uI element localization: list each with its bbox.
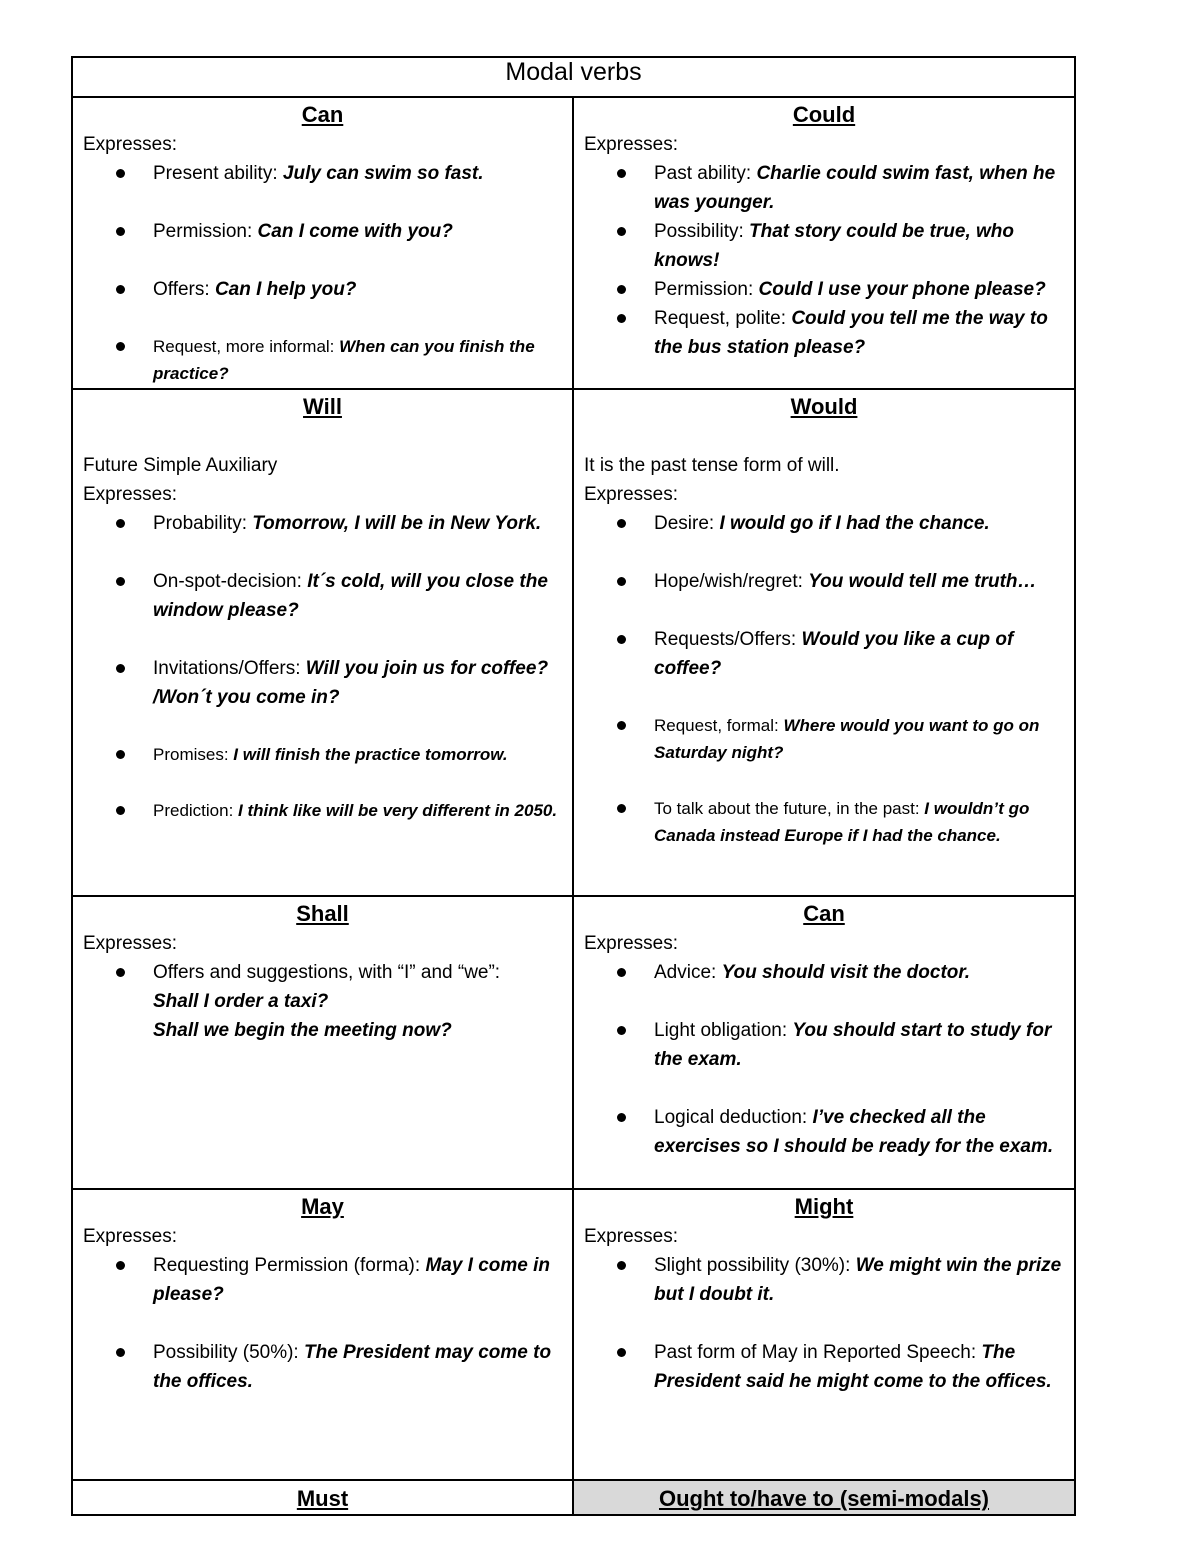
item-example: That story could be true, who knows! (654, 221, 1014, 271)
list-item (654, 304, 1064, 362)
list-item (153, 797, 562, 824)
expresses-label: Expresses: (584, 1226, 678, 1247)
bullet-icon (617, 1026, 626, 1035)
item-example: You should visit the doctor. (721, 962, 971, 983)
bullet-icon (617, 968, 626, 977)
item-label: Possibility (50%): (153, 1342, 304, 1363)
list-item (654, 1338, 1064, 1396)
item-label: Past form of May in Reported Speech: (654, 1342, 982, 1363)
item-example: Would you like a cup of coffee? (654, 629, 1014, 679)
item-example: Will you join us for coffee? /Won´t you come in? (153, 658, 549, 708)
heading-may: May (301, 1194, 344, 1219)
cell-can (72, 97, 573, 389)
item-example: Where would you want to go on Saturday night? (654, 716, 1040, 762)
list-item (654, 509, 1064, 538)
cell-ought (573, 1480, 1075, 1515)
list-item (153, 509, 562, 538)
item-label: Requesting Permission (forma): (153, 1255, 426, 1276)
bullet-icon (617, 1348, 626, 1357)
item-example: Shall I order a taxi? (153, 991, 329, 1012)
bullet-icon (116, 577, 125, 586)
list-item (153, 654, 562, 712)
item-label: Permission: (654, 279, 759, 300)
item-example: I wouldn’t go Canada instead Europe if I had the chance. (654, 799, 1030, 845)
list-item (654, 712, 1064, 766)
item-label: Light obligation: (654, 1020, 793, 1041)
bullet-icon (617, 577, 626, 586)
bullet-icon (617, 169, 626, 178)
item-example: I’ve checked all the exercises so I should be ready for the exam. (654, 1107, 1054, 1157)
heading-can-second: Can (803, 901, 845, 926)
item-example: It´s cold, will you close the window please? (153, 571, 548, 621)
list-item (654, 159, 1064, 217)
modal-verbs-table (71, 56, 1076, 1516)
list-item (654, 1251, 1064, 1309)
item-label: Past ability: (654, 163, 757, 184)
list-item (654, 275, 1064, 304)
spacer (584, 422, 1064, 451)
item-example: I think like will be very different in 2050. (238, 801, 558, 820)
row-must-ought (72, 1480, 1075, 1515)
expresses-label: Expresses: (584, 933, 678, 954)
item-label: Promises: (153, 745, 234, 764)
may-list (83, 1251, 562, 1396)
item-label: Slight possibility (30%): (654, 1255, 856, 1276)
item-label: Advice: (654, 962, 722, 983)
bullet-icon (116, 227, 125, 236)
expresses-label: Expresses: (584, 484, 678, 505)
heading-ought: Ought to/have to (semi-modals) (658, 1486, 990, 1511)
bullet-icon (116, 1348, 125, 1357)
table-title: Modal verbs (72, 57, 1075, 97)
cell-might (573, 1189, 1075, 1480)
could-list (584, 159, 1064, 362)
item-label: Prediction: (153, 801, 239, 820)
item-label: Invitations/Offers: (153, 658, 306, 679)
heading-can: Can (301, 102, 344, 127)
list-item (654, 1016, 1064, 1074)
item-example: Can I come with you? (257, 221, 453, 242)
expresses-label: Expresses: (83, 933, 177, 954)
list-item (153, 958, 562, 1045)
bullet-icon (617, 635, 626, 644)
list-item (153, 217, 562, 246)
cell-could (573, 97, 1075, 389)
item-example: Charlie could swim fast, when he was younger. (654, 163, 1056, 213)
row-can-could (72, 97, 1075, 389)
heading-would: Would (790, 394, 858, 419)
will-intro: Future Simple Auxiliary (83, 455, 278, 476)
item-example: I would go if I had the chance. (719, 513, 990, 534)
item-label: Offers: (153, 279, 215, 300)
heading-could: Could (792, 102, 856, 127)
would-list (584, 509, 1064, 849)
spacer (83, 422, 562, 451)
cell-would (573, 389, 1075, 896)
item-example: Shall we begin the meeting now? (153, 1020, 452, 1041)
bullet-icon (116, 342, 125, 351)
item-example: July can swim so fast. (282, 163, 484, 184)
item-label: Request, formal: (654, 716, 784, 735)
item-label: To talk about the future, in the past: (654, 799, 925, 818)
list-item (153, 159, 562, 188)
item-example: We might win the prize but I doubt it. (654, 1255, 1062, 1305)
item-example: May I come in please? (153, 1255, 551, 1305)
title-row (72, 57, 1075, 97)
item-example: Can I help you? (214, 279, 357, 300)
bullet-icon (116, 285, 125, 294)
can-list (83, 159, 562, 387)
cell-will (72, 389, 573, 896)
item-label: Hope/wish/regret: (654, 571, 809, 592)
expresses-label: Expresses: (584, 134, 678, 155)
list-item (654, 1103, 1064, 1161)
heading-might: Might (794, 1194, 854, 1219)
item-label: Offers and suggestions, with “I” and “we”: (153, 962, 501, 983)
bullet-icon (116, 750, 125, 759)
list-item (153, 1251, 562, 1309)
expresses-label: Expresses: (83, 134, 177, 155)
bullet-icon (617, 721, 626, 730)
item-example: The President may come to the offices. (153, 1342, 552, 1392)
item-example: I will finish the practice tomorrow. (233, 745, 508, 764)
item-example: You would tell me truth… (808, 571, 1037, 592)
item-label: Probability: (153, 513, 253, 534)
item-label: Requests/Offers: (654, 629, 802, 650)
item-label: On-spot-decision: (153, 571, 308, 592)
bullet-icon (617, 314, 626, 323)
heading-must: Must (296, 1486, 349, 1511)
bullet-icon (116, 806, 125, 815)
list-item (153, 567, 562, 625)
cell-must (72, 1480, 573, 1515)
item-label: Logical deduction: (654, 1107, 813, 1128)
item-example: You should start to study for the exam. (654, 1020, 1052, 1070)
list-item (153, 1338, 562, 1396)
might-list (584, 1251, 1064, 1396)
cell-may (72, 1189, 573, 1480)
bullet-icon (617, 1113, 626, 1122)
row-may-might (72, 1189, 1075, 1480)
list-item (654, 217, 1064, 275)
list-item (153, 275, 562, 304)
list-item (654, 958, 1064, 987)
list-item (654, 567, 1064, 596)
would-intro: It is the past tense form of will. (584, 455, 840, 476)
row-will-would (72, 389, 1075, 896)
list-item (654, 795, 1064, 849)
item-label: Present ability: (153, 163, 283, 184)
expresses-label: Expresses: (83, 1226, 177, 1247)
shall-list (83, 958, 562, 1045)
cell-can-second (573, 896, 1075, 1189)
bullet-icon (617, 1261, 626, 1270)
item-example: The President said he might come to the offices. (654, 1342, 1052, 1392)
item-example: When can you finish the practice? (153, 337, 535, 383)
bullet-icon (617, 804, 626, 813)
cell-shall (72, 896, 573, 1189)
bullet-icon (116, 169, 125, 178)
bullet-icon (617, 285, 626, 294)
item-label: Request, polite: (654, 308, 792, 329)
item-example: Tomorrow, I will be in New York. (252, 513, 542, 534)
list-item (654, 625, 1064, 683)
item-example: Could you tell me the way to the bus station please? (654, 308, 1048, 358)
item-label: Possibility: (654, 221, 750, 242)
bullet-icon (116, 1261, 125, 1270)
will-list (83, 509, 562, 824)
heading-shall: Shall (296, 901, 349, 926)
item-example: Could I use your phone please? (758, 279, 1046, 300)
can-second-list (584, 958, 1064, 1161)
list-item (153, 741, 562, 768)
item-label: Desire: (654, 513, 720, 534)
bullet-icon (617, 227, 626, 236)
expresses-label: Expresses: (83, 484, 177, 505)
bullet-icon (116, 968, 125, 977)
item-label: Permission: (153, 221, 258, 242)
heading-will: Will (303, 394, 342, 419)
row-shall-can (72, 896, 1075, 1189)
bullet-icon (116, 519, 125, 528)
item-label: Request, more informal: (153, 337, 340, 356)
bullet-icon (116, 664, 125, 673)
bullet-icon (617, 519, 626, 528)
list-item (153, 333, 562, 387)
